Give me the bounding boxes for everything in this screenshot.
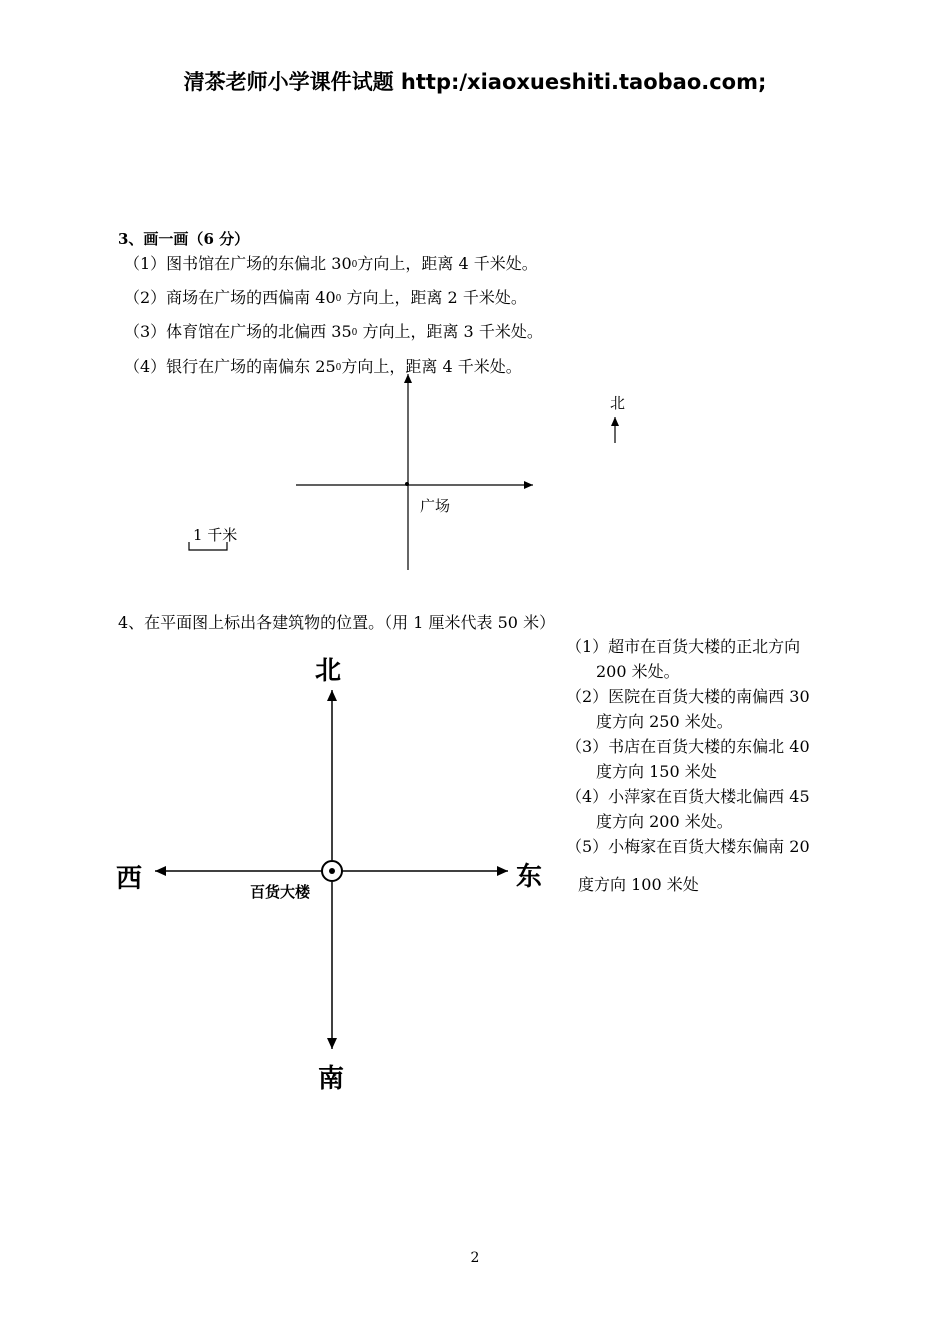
q3-item-3: （3）体育馆在广场的北偏西 $35^0$ 方向上，距离 3 千米处。: [124, 322, 543, 341]
q4-north-label: 北: [315, 656, 342, 686]
page-header: 清茶老师小学课件试题 http:/xiaoxueshiti.taobao.com;: [183, 70, 767, 94]
q4-item-5: （5）小梅家在百货大楼东偏南 20: [566, 837, 810, 856]
q3-north-label: 北: [610, 394, 626, 412]
q4-item-4: （4）小萍家在百货大楼北偏西 45 度方向 200 米处。: [566, 787, 810, 831]
q3-title: 3、画一画（6 分）: [118, 230, 250, 248]
page-number: 2: [470, 1250, 480, 1266]
q4-item-3: （3）书店在百货大楼的东偏北 40 度方向 150 米处: [566, 737, 810, 781]
q3-item-2: （2）商场在广场的西偏南 $40^0$ 方向上，距离 2 千米处。: [124, 288, 527, 307]
q4-west-label: 西: [116, 864, 143, 894]
q3-item-4: （4）银行在广场的南偏东 $25^0$方向上，距离 4 千米处。: [124, 357, 522, 376]
q3-item-1: （1）图书馆在广场的东偏北 $30^0$方向上，距离 4 千米处。: [124, 254, 538, 273]
q4-item-2: （2）医院在百货大楼的南偏西 30 度方向 250 米处。: [566, 687, 810, 731]
q4-item-1: （1）超市在百货大楼的正北方向 200 米处。: [566, 637, 801, 681]
q4-item-5-cont: 度方向 100 米处: [578, 875, 699, 894]
q3-square-label: 广场: [420, 497, 451, 515]
q3-origin-dot: [405, 482, 409, 486]
q3-scale-label: 1 千米: [193, 526, 238, 544]
q4-south-label: 南: [318, 1064, 345, 1094]
q4-center-label: 百货大楼: [250, 883, 311, 901]
q4-east-label: 东: [516, 862, 543, 892]
q4-title: 4、在平面图上标出各建筑物的位置。（用 1 厘米代表 50 米）: [118, 613, 556, 632]
